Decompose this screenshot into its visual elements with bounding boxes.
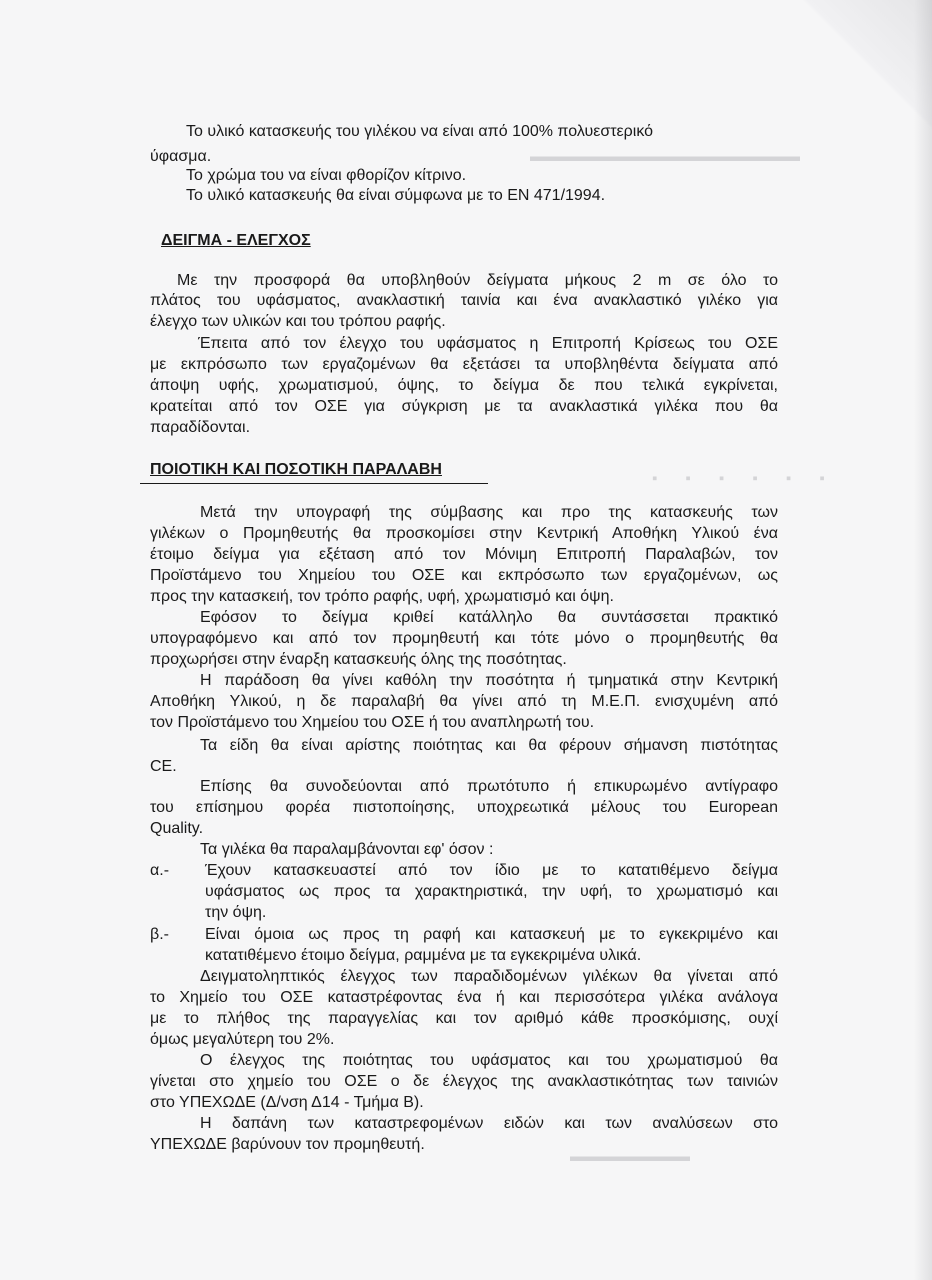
page-fold — [802, 0, 932, 130]
p1-line-1: Το υλικό κατασκευής του γιλέκου να είναι από 100% πολυεστερικό — [186, 123, 654, 140]
p4-line-3: με το πλήθος της παραγγελίας και τον αριθμό κάθε προσκόμισης, ουχί — [150, 1010, 778, 1027]
p3-line-11: τον Προϊστάμενο του Χημείου του ΟΣΕ ή του αναπληρωτή του. — [150, 714, 595, 731]
list-marker-a: α.- — [150, 862, 170, 879]
p4-line-2: το Χημείο του ΟΣΕ καταστρέφοντας ένα ή και περισσότερα γιλέκα ανάλογα — [150, 989, 778, 1006]
p3-line-9: Η παράδοση θα γίνει καθόλη την ποσότητα ή τμηματικά στην Κεντρική — [200, 672, 778, 689]
p3-line-8: προχωρήσει στην έναρξη κατασκευής όλης της ποσότητας. — [150, 651, 567, 668]
p3-line-17: Τα γιλέκα θα παραλαμβάνονται εφ' όσον : — [200, 841, 494, 858]
show-through-block-1: ▬▬▬▬▬▬▬▬▬▬▬▬▬▬▬▬▬▬ — [530, 148, 800, 165]
p3-line-10: Αποθήκη Υλικού, η δε παραλαβή θα γίνει από τη Μ.Ε.Π. ενισχυμένη από — [150, 693, 778, 710]
show-through-block-2: ▪ ▪ ▪ ▪ ▪ ▪ — [640, 470, 825, 487]
p4-line-9: ΥΠΕΧΩΔΕ βαρύνουν τον προμηθευτή. — [150, 1136, 425, 1153]
p4-line-5: Ο έλεγχος της ποιότητας του υφάσματος και του χρωματισμού θα — [200, 1052, 778, 1069]
list-b-line-1: Είναι όμοια ως προς τη ραφή και κατασκευή με το εγκεκριμένο και — [205, 926, 778, 943]
p2-line-7: κρατείται από τον ΟΣΕ για σύγκριση με τα ανακλαστικά γιλέκα που θα — [150, 398, 778, 415]
p2-line-2: πλάτος του υφάσματος, ανακλαστική ταινία και ένα ανακλαστικό γιλέκο για — [150, 292, 778, 309]
p2-line-1: Με την προσφορά θα υποβληθούν δείγματα μήκους 2 m σε όλο το — [177, 272, 778, 289]
list-a-line-1: Έχουν κατασκευαστεί από τον ίδιο με το κατατιθέμενο δείγμα — [205, 862, 778, 879]
p1-line-4: Το υλικό κατασκευής θα είναι σύμφωνα με το ΕΝ 471/1994. — [186, 187, 606, 204]
p3-line-15: του επίσημου φορέα πιστοποίησης, υποχρεωτικά μέλους του European — [150, 799, 778, 816]
p3-line-5: προς την κατασκειή, τον τρόπο ραφής, υφή, χρωματισμό και όψη. — [150, 588, 614, 605]
section-heading-sample-check: ΔΕΙΓΜΑ - ΕΛΕΓΧΟΣ — [161, 232, 311, 249]
p4-line-1: Δειγματοληπτικός έλεγχος των παραδιδομένων γιλέκων θα γίνεται από — [200, 968, 778, 985]
p4-line-7: στο ΥΠΕΧΩΔΕ (Δ/νση Δ14 - Τμήμα Β). — [150, 1094, 424, 1111]
section-heading-quality-quantity-receipt: ΠΟΙΟΤΙΚΗ ΚΑΙ ΠΟΣΟΤΙΚΗ ΠΑΡΑΛΑΒΗ — [150, 461, 442, 478]
p2-line-4: Έπειτα από τον έλεγχο του υφάσματος η Επιτροπή Κρίσεως του ΟΣΕ — [198, 335, 778, 352]
p3-line-4: Προϊστάμενο του Χημείου του ΟΣΕ και εκπρόσωπο των εργαζομένων, ως — [150, 567, 778, 584]
p3-line-3: έτοιμο δείγμα για εξέταση από τον Μόνιμη Επιτροπή Παραλαβών, τον — [150, 546, 778, 563]
p1-line-3: Το χρώμα του να είναι φθορίζον κίτρινο. — [186, 167, 467, 184]
p4-line-4: όμως μεγαλύτερη του 2%. — [150, 1031, 335, 1048]
p2-line-3: έλεγχο των υλικών και του τρόπου ραφής. — [150, 313, 446, 330]
p4-line-8: Η δαπάνη των καταστρεφομένων ειδών και των αναλύσεων στο — [200, 1115, 778, 1132]
list-a-line-3: την όψη. — [205, 904, 267, 921]
p3-line-1: Μετά την υπογραφή της σύμβασης και προ της κατασκευής των — [200, 504, 778, 521]
p3-line-14: Επίσης θα συνοδεύονται από πρωτότυπο ή επικυρωμένο αντίγραφο — [200, 778, 778, 795]
heading-underline-extension — [140, 483, 488, 484]
list-a-line-2: υφάσματος ως προς τα χαρακτηριστικά, την υφή, το χρωματισμό και — [205, 883, 778, 900]
p2-line-8: παραδίδονται. — [150, 419, 251, 436]
p3-line-7: υπογραφόμενο και από τον προμηθευτή και τότε μόνο ο προμηθευτής θα — [150, 630, 778, 647]
p3-line-12: Τα είδη θα είναι αρίστης ποιότητας και θα φέρουν σήμανση πιστότητας — [200, 737, 778, 754]
p2-line-6: άποψη υφής, χρωματισμού, όψης, το δείγμα δε που τελικά εγκρίνεται, — [150, 377, 778, 394]
p3-line-6: Εφόσον το δείγμα κριθεί κατάλληλο θα συντάσσεται πρακτικό — [200, 609, 778, 626]
p3-line-13: CE. — [150, 758, 177, 775]
p1-line-2: ύφασμα. — [150, 148, 212, 165]
p2-line-5: με εκπρόσωπο των εργαζομένων θα εξετάσει τα υποβληθέντα δείγματα από — [150, 356, 778, 373]
p3-line-16: Quality. — [150, 820, 204, 837]
list-marker-b: β.- — [150, 926, 169, 943]
show-through-block-3: ▬▬▬▬▬▬▬▬ — [570, 1148, 690, 1165]
p3-line-2: γιλέκων ο Προμηθευτής θα προσκομίσει στην Κεντρική Αποθήκη Υλικού ένα — [150, 525, 778, 542]
list-b-line-2: κατατιθέμενο έτοιμο δείγμα, ραμμένα με τα εγκεκριμένα υλικά. — [205, 947, 642, 964]
page-edge-shadow — [914, 0, 932, 1280]
p4-line-6: γίνεται στο χημείο του ΟΣΕ ο δε έλεγχος της ανακλαστικότητας των ταινιών — [150, 1073, 778, 1090]
